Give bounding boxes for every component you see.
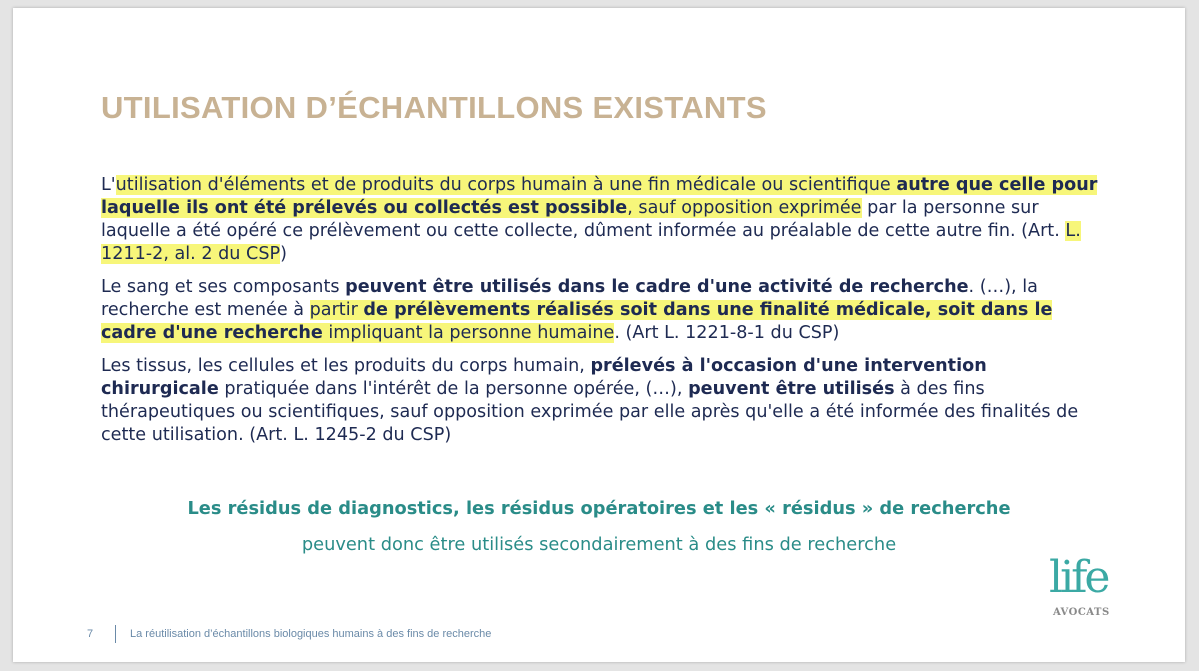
logo-subtitle: AVOCATS <box>1053 607 1110 618</box>
highlighted-text: impliquant la personne humaine <box>322 323 615 343</box>
conclusion-line-1: Les résidus de diagnostics, les résidus opératoires et les « résidus » de recherche <box>187 498 1011 519</box>
text-span: L' <box>101 175 116 195</box>
bold-text: peuvent être utilisés <box>688 379 895 399</box>
slide-body <box>101 174 1101 457</box>
paragraph-3 <box>101 355 1101 447</box>
page-number: 7 <box>87 628 94 640</box>
paragraph-1 <box>101 174 1101 266</box>
logo-wordmark: life <box>1049 552 1108 603</box>
bold-text: prélevés à l'occasion d'une intervention chirurgicale <box>101 356 987 399</box>
footer-title: La réutilisation d’échantillons biologiques humains à des fins de recherche <box>130 628 492 640</box>
text-span: pratiquée dans l'intérêt de la personne opérée, (…), <box>218 379 689 399</box>
text-span: ) <box>280 244 287 264</box>
highlighted-text: L. 1211-2, al. 2 du CSP <box>101 221 1081 264</box>
highlighted-text: partir <box>309 300 364 320</box>
life-avocats-logo <box>1043 552 1123 624</box>
bold-text: peuvent être utilisés dans le cadre d'une activité de recherche <box>345 277 969 297</box>
highlighted-bold-text: de prélèvements réalisés soit dans une finalité médicale, soit dans le cadre d'une recherche <box>101 300 1053 343</box>
highlighted-bold-text: autre que celle pour laquelle ils ont été prélevés ou collectés est possible <box>101 175 1098 218</box>
footer-divider <box>115 625 116 643</box>
text-span: à des fins thérapeutiques ou scientifiques, sauf opposition exprimée par elle après qu'elle a été informée des finalités de cette utilisation. (Art. L. 1245-2 du CSP) <box>101 379 1079 445</box>
highlighted-text: , sauf opposition exprimée <box>627 198 862 218</box>
text-span: . (Art L. 1221-8-1 du CSP) <box>614 323 840 343</box>
text-span: Le sang et ses composants <box>101 277 346 297</box>
text-span: par la personne sur laquelle a été opéré ce prélèvement ou cette collecte, dûment informée au préalable de cette autre fin. (Art. <box>101 198 1066 241</box>
highlighted-text: utilisation d'éléments et de produits du corps humain à une fin médicale ou scientifique <box>115 175 897 195</box>
text-span: Les tissus, les cellules et les produits du corps humain, <box>101 356 591 376</box>
text-span: . (…), la recherche est menée à <box>101 277 1038 320</box>
conclusion-line-2: peuvent donc être utilisés secondairement à des fins de recherche <box>301 534 897 555</box>
slide-title: UTILISATION D’ÉCHANTILLONS EXISTANTS <box>101 90 767 125</box>
slide <box>13 8 1185 662</box>
paragraph-2 <box>101 276 1101 345</box>
